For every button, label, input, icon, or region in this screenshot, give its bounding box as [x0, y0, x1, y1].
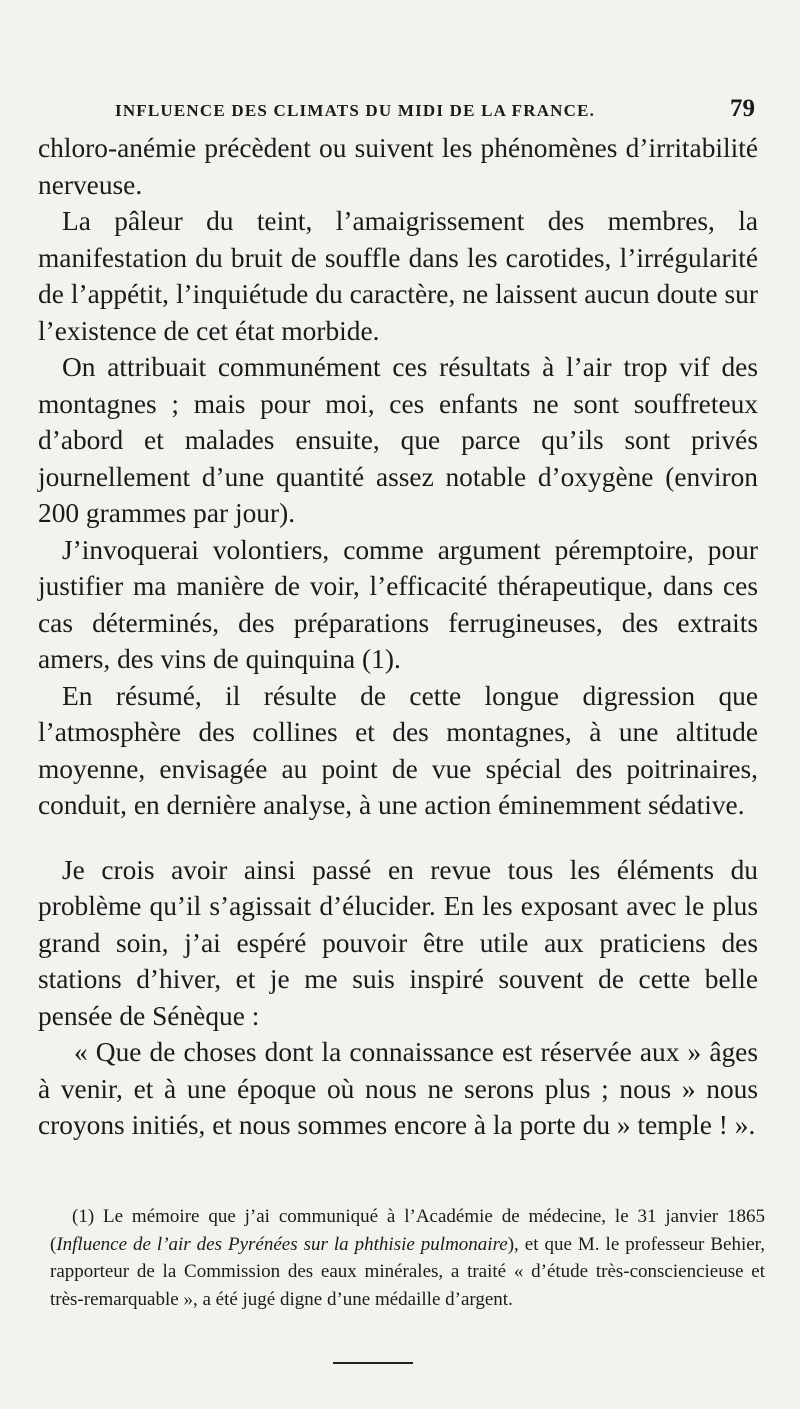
footnote-text: [50, 1203, 765, 1313]
paragraph: Je crois avoir ainsi passé en revue tous les éléments du problème qu’il s’agissait d’élucider. En les exposant avec le plus grand soin, j’ai espéré pouvoir être utile aux praticiens des stations d’hiver, et je me suis inspiré souvent de cette belle pensée de Sénèque :: [38, 854, 758, 1031]
quotation: « Que de choses dont la connaissance est réservée aux » âges à venir, et à une époque où nous ne serons plus ; nous » nous croyons initiés, et nous sommes encore à la porte du » temple ! ».: [38, 1037, 758, 1140]
paragraph: La pâleur du teint, l’amaigrissement des membres, la manifestation du bruit de souffle dans les carotides, l’irrégularité de l’appétit, l’inquiétude du caractère, ne laissent aucun doute sur l’existence de cet état morbide.: [38, 206, 758, 346]
footnote-cited-title: Influence de l’air des Pyrénées sur la phthisie pulmonaire: [56, 1233, 508, 1255]
running-head-title: INFLUENCE DES CLIMATS DU MIDI DE LA FRANCE.: [115, 101, 596, 120]
footnote: [50, 1203, 765, 1313]
paragraph: chloro-anémie précèdent ou suivent les phénomènes d’irritabilité nerveuse.: [38, 133, 758, 200]
body-text: [38, 130, 758, 1144]
paragraph: On attribuait communément ces résultats à l’air trop vif des montagnes ; mais pour moi, ces enfants ne sont souffreteux d’abord et malades ensuite, que parce qu’ils sont privés journellement d’une quantité assez notable d’oxygène (environ 200 grammes par jour).: [38, 352, 758, 528]
footnote-text-start: (1) Le mémoire que j’ai communiqué à l’Académie de médecine, le 31 janvier 1865 (: [50, 1206, 765, 1255]
end-rule: [333, 1362, 413, 1364]
running-head: [115, 95, 755, 123]
page-number: 79: [730, 95, 755, 122]
footnote-text-end: ), et que M. le professeur Behier, rapporteur de la Commission des eaux minérales, a traité « d’étude très-consciencieuse et très-remarquable », a été jugé digne d’une médaille d’argent.: [50, 1233, 765, 1310]
paragraph: J’invoquerai volontiers, comme argument péremptoire, pour justifier ma manière de voir, l’efficacité thérapeutique, dans ces cas déterminés, des préparations ferrugineuses, des extraits amers, des vins de quinquina (1).: [38, 534, 758, 674]
paragraph: En résumé, il résulte de cette longue digression que l’atmosphère des collines et des montagnes, à une altitude moyenne, envisagée au point de vue spécial des poitrinaires, conduit, en dernière analyse, à une action éminemment sédative.: [38, 680, 758, 820]
